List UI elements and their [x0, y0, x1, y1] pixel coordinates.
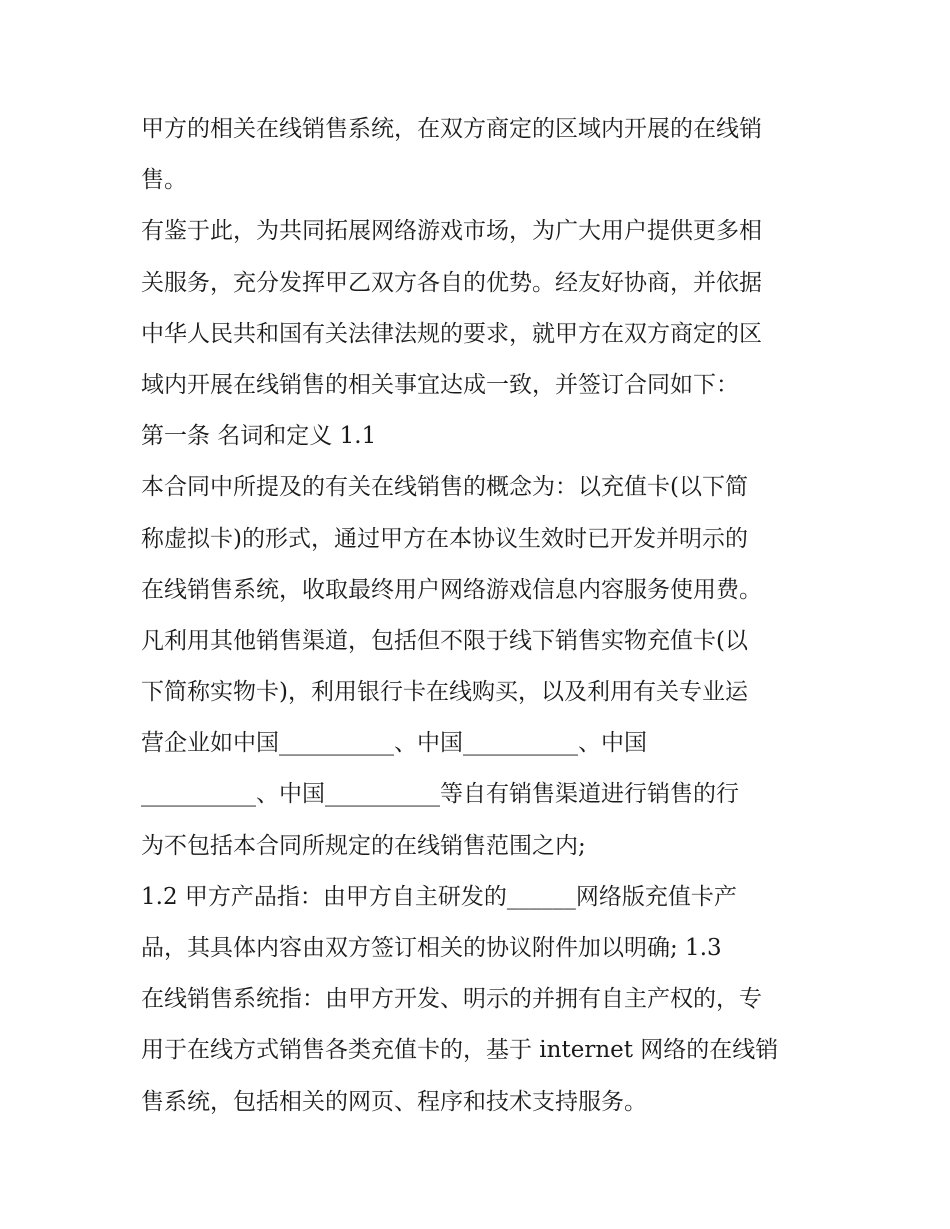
text-line: 甲方的相关在线销售系统，在双方商定的区域内开展的在线销 — [141, 116, 762, 142]
text-line: 1.2 甲方产品指：由甲方自主研发的______网络版充值卡产 — [141, 883, 737, 910]
text-line: 售。 — [141, 167, 187, 194]
text-line: 营企业如中国__________、中国__________、中国 — [141, 730, 647, 757]
text-line: 关服务，充分发挥甲乙双方各自的优势。经友好协商，并依据 — [141, 269, 762, 296]
text-line: 为不包括本合同所规定的在线销售范围之内; — [141, 832, 586, 859]
text-line: 称虚拟卡)的形式，通过甲方在本协议生效时已开发并明示的 — [141, 525, 748, 552]
text-line: 品，其具体内容由双方签订相关的协议附件加以明确; 1.3 — [141, 935, 722, 961]
text-line: 售系统，包括相关的网页、程序和技术支持服务。 — [141, 1088, 647, 1115]
text-line: 在线销售系统指：由甲方开发、明示的并拥有自主产权的，专 — [141, 986, 762, 1013]
text-line: __________、中国__________等自有销售渠道进行销售的行 — [141, 781, 739, 808]
text-line: 凡利用其他销售渠道，包括但不限于线下销售实物充值卡(以 — [141, 627, 748, 654]
text-line: 有鉴于此，为共同拓展网络游戏市场，为广大用户提供更多相 — [141, 218, 762, 245]
text-line: 本合同中所提及的有关在线销售的概念为：以充值卡(以下简 — [141, 474, 748, 501]
text-line: 在线销售系统，收取最终用户网络游戏信息内容服务使用费。 — [141, 576, 762, 603]
text-line: 域内开展在线销售的相关事宜达成一致，并签订合同如下： — [141, 371, 739, 398]
text-line: 下简称实物卡)，利用银行卡在线购买，以及利用有关专业运 — [141, 679, 748, 706]
text-line: 用于在线方式销售各类充值卡的，基于 internet 网络的在线销 — [141, 1037, 779, 1064]
text-line: 中华人民共和国有关法律法规的要求，就甲方在双方商定的区 — [141, 320, 762, 347]
contract-text — [141, 104, 821, 1128]
section-heading: 第一条 名词和定义 1.1 — [141, 423, 377, 450]
